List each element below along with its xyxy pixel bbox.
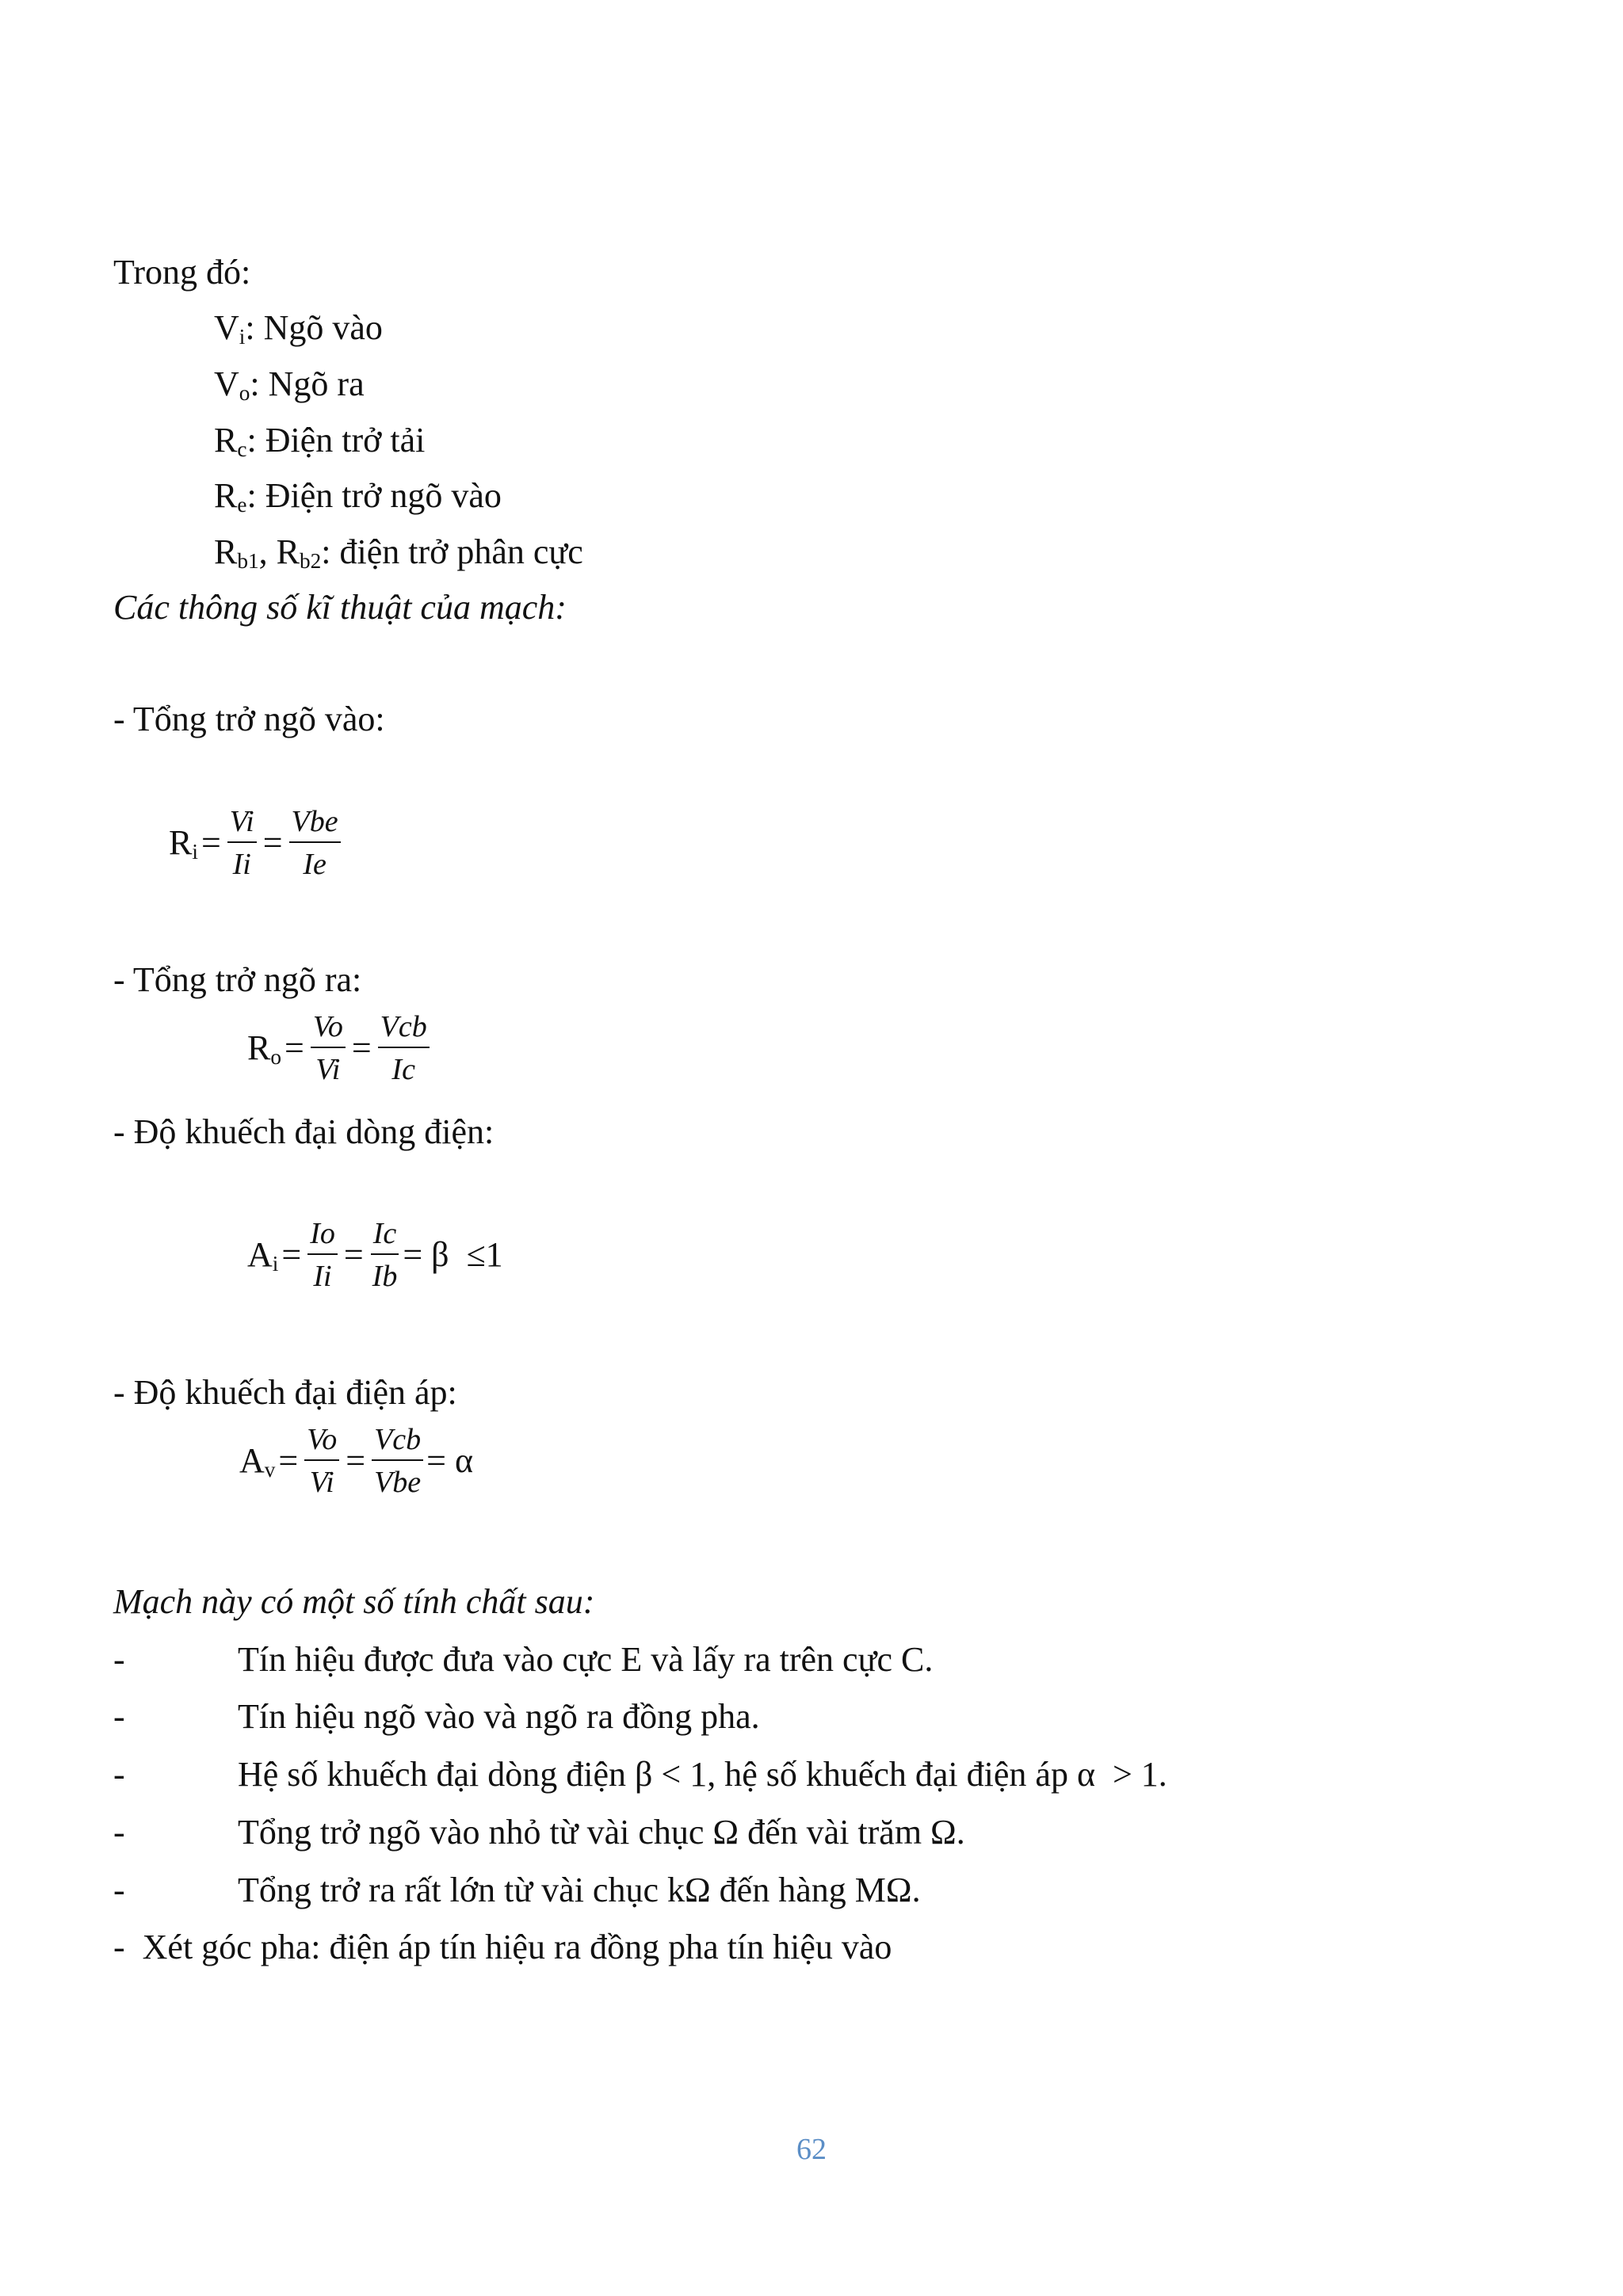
list-bullet: - xyxy=(113,1640,125,1679)
where-label: Trong đó: xyxy=(113,253,251,292)
equals-sign: = xyxy=(343,1235,364,1274)
definition-text: : Điện trở ngõ vào xyxy=(246,476,502,515)
property-text: Hệ số khuếch đại dòng điện β < 1, hệ số khuếch đại điện áp α > 1. xyxy=(238,1755,1167,1794)
definition-text: : điện trở phân cực xyxy=(321,532,583,571)
definition-subscript: i xyxy=(239,325,246,349)
equals-sign: = xyxy=(278,1441,299,1480)
fraction xyxy=(307,1219,338,1291)
definition-vi xyxy=(214,308,383,349)
formula-lhs: $A_v$ xyxy=(239,1441,276,1482)
fraction-denominator: Ie xyxy=(303,848,327,881)
voltage-gain-formula xyxy=(239,1425,473,1497)
definition-subscript: c xyxy=(237,437,247,461)
voltage-gain-heading: - Độ khuếch đại điện áp: xyxy=(113,1373,457,1412)
definition-text: : Ngõ ra xyxy=(250,364,365,403)
current-gain-formula xyxy=(247,1219,503,1291)
fraction-denominator: Vbe xyxy=(374,1466,422,1499)
input-impedance-formula xyxy=(169,807,344,879)
equals-sign: = xyxy=(200,823,221,862)
fraction-numerator: Io xyxy=(307,1219,338,1255)
fraction xyxy=(378,1012,430,1085)
list-bullet: - xyxy=(113,1755,125,1794)
definition-rc xyxy=(214,421,426,461)
definition-vo xyxy=(214,364,365,405)
fraction-numerator: Vcb xyxy=(378,1012,430,1048)
definition-separator: , xyxy=(258,532,277,571)
fraction-numerator: Vcb xyxy=(372,1425,423,1461)
fraction-numerator: Vo xyxy=(304,1425,339,1461)
property-text: Tổng trở ra rất lớn từ vài chục kΩ đến hàng MΩ. xyxy=(238,1871,921,1909)
phase-note: - Xét góc pha: điện áp tín hiệu ra đồng pha tín hiệu vào xyxy=(113,1928,892,1966)
fraction-denominator: Ii xyxy=(313,1260,332,1293)
equals-sign: = xyxy=(281,1235,302,1274)
equals-sign: = xyxy=(285,1028,304,1067)
formula-rhs: = α xyxy=(426,1441,474,1480)
fraction-numerator: Vbe xyxy=(289,807,341,843)
definition-subscript: b2 xyxy=(299,549,322,573)
fraction-denominator: Ic xyxy=(391,1053,415,1086)
list-bullet: - xyxy=(113,1813,125,1852)
definition-subscript: b1 xyxy=(237,549,259,573)
list-bullet: - xyxy=(113,1697,125,1736)
definition-subscript: e xyxy=(237,493,247,517)
formula-lhs: $A_i$ xyxy=(247,1235,279,1276)
definition-text: : Điện trở tải xyxy=(246,421,426,460)
fraction-numerator: Ic xyxy=(371,1219,399,1255)
definition-symbol: V xyxy=(214,308,239,347)
definition-text: : Ngõ vào xyxy=(245,308,383,347)
formula-rhs: = β ≤1 xyxy=(403,1235,503,1274)
fraction xyxy=(289,807,341,879)
property-text: Tín hiệu được đưa vào cực E và lấy ra trên cực C. xyxy=(238,1640,934,1679)
fraction xyxy=(370,1219,400,1291)
current-gain-heading: - Độ khuếch đại dòng điện: xyxy=(113,1112,495,1151)
fraction-denominator: Vi xyxy=(315,1053,341,1086)
definition-symbol: R xyxy=(276,532,300,571)
fraction-numerator: Vi xyxy=(227,807,257,843)
fraction-denominator: Ii xyxy=(232,848,251,881)
page-number: 62 xyxy=(796,2133,827,2166)
property-text: Tổng trở ngõ vào nhỏ từ vài chục Ω đến vài trăm Ω. xyxy=(238,1813,965,1852)
list-bullet: - xyxy=(113,1871,125,1909)
specs-heading: Các thông số kĩ thuật của mạch: xyxy=(113,588,567,627)
input-impedance-heading: - Tổng trở ngõ vào: xyxy=(113,700,385,738)
formula-lhs: $R_i$ xyxy=(169,823,198,864)
output-impedance-heading: - Tổng trở ngõ ra: xyxy=(113,960,362,999)
fraction-denominator: Ib xyxy=(372,1260,398,1293)
output-impedance-formula xyxy=(247,1012,433,1085)
formula-lhs: $R_o$ xyxy=(247,1028,281,1069)
equals-sign: = xyxy=(351,1028,372,1067)
fraction xyxy=(372,1425,423,1497)
definition-subscript: o xyxy=(239,381,250,405)
fraction xyxy=(304,1425,339,1497)
equals-sign: = xyxy=(346,1441,366,1480)
definition-re xyxy=(214,476,502,517)
fraction-numerator: Vo xyxy=(311,1012,346,1048)
equals-sign: = xyxy=(262,823,283,862)
definition-symbol: R xyxy=(214,476,238,515)
definition-symbol: V xyxy=(214,364,239,403)
fraction-denominator: Vi xyxy=(309,1466,334,1499)
fraction xyxy=(227,807,257,879)
fraction xyxy=(311,1012,346,1085)
definition-symbol: R xyxy=(214,421,238,460)
definition-symbol: R xyxy=(214,532,238,571)
property-text: Tín hiệu ngõ vào và ngõ ra đồng pha. xyxy=(238,1697,760,1736)
definition-rb xyxy=(214,532,583,573)
properties-heading: Mạch này có một số tính chất sau: xyxy=(113,1582,595,1621)
